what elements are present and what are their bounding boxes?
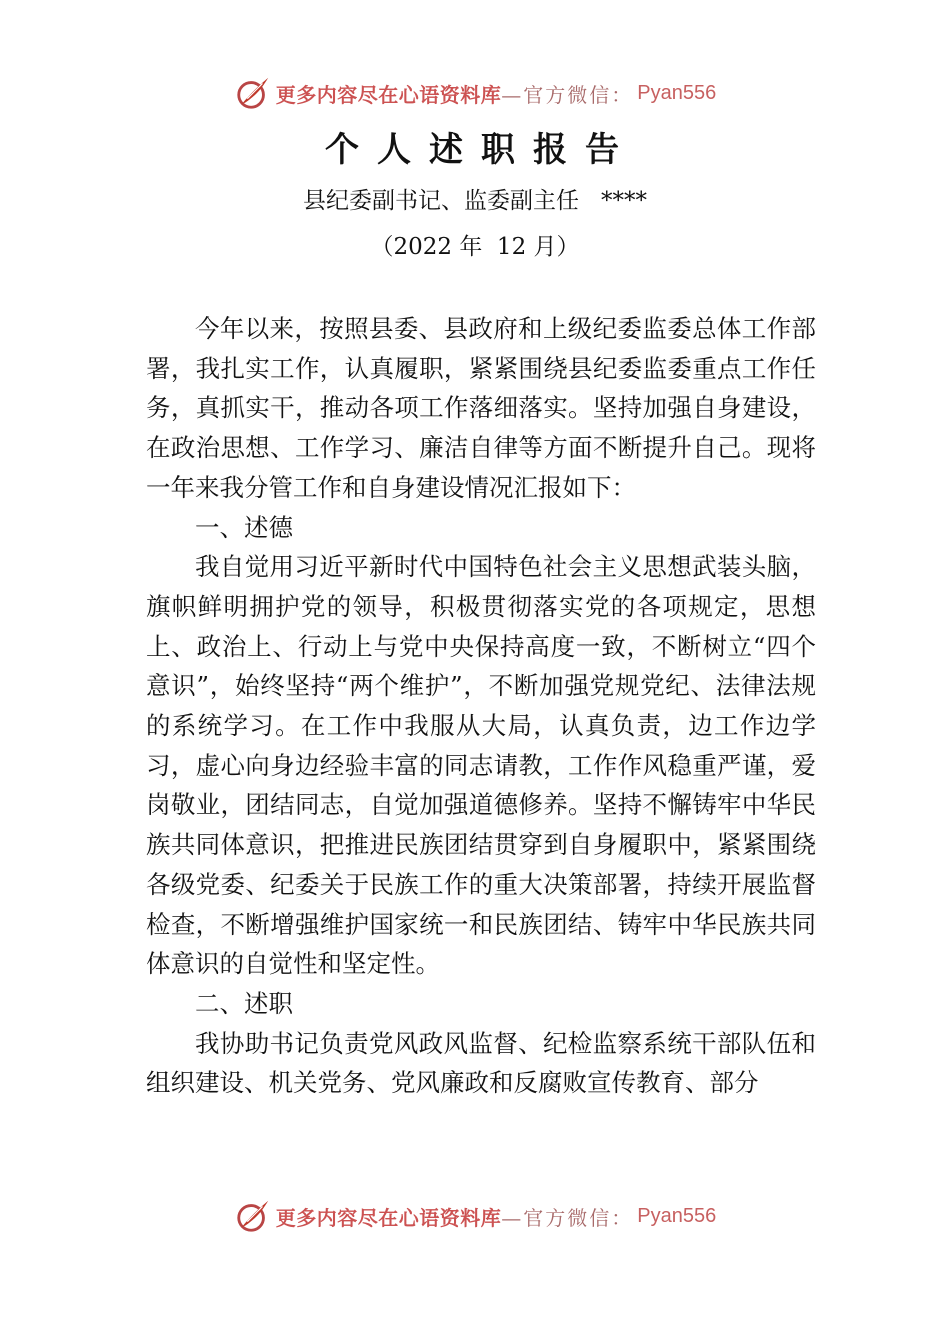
document-subtitle: 县纪委副书记、监委副主任 ****: [303, 188, 647, 214]
banner-sub-text: —官方微信：: [501, 1205, 634, 1230]
banner-main-text: 更多内容尽在心语资料库: [275, 1205, 502, 1230]
paragraph-duty: 我协助书记负责党风政风监督、纪检监察系统干部队伍和组织建设、机关党务、党风廉政和反腐败宣传教育、部分: [146, 1028, 816, 1098]
quill-logo-icon: [234, 1197, 272, 1235]
document-date: （2022 年 12 月）: [370, 234, 580, 260]
paragraph-moral: 我自觉用习近平新时代中国特色社会主义思想武装头脑，旗帜鲜明拥护党的领导，积极贯彻落实党的各项规定，思想上、政治上、行动上与党中央保持高度一致，不断树立“四个意识”，始终坚持“两个维护”，不断加强党规党纪、法律法规的系统学习。在工作中我服从大局，认真负责，边工作边学习，虚心向身边经验丰富的同志请教，工作作风稳重严谨，爱岗敬业，团结同志，自觉加强道德修养。坚持不懈铸牢中华民族共同体意识，把推进民族团结贯穿到自身履职中，紧紧围绕各级党委、纪委关于民族工作的重大决策部署，持续开展监督检查，不断增强维护国家统一和民族团结、铸牢中华民族共同体意识的自觉性和坚定性。: [146, 552, 816, 979]
banner-main-text: 更多内容尽在心语资料库: [275, 82, 502, 107]
watermark-banner-top: [0, 71, 950, 115]
quill-logo-icon: [234, 74, 272, 112]
document-body: [146, 309, 816, 1103]
section-heading-2: 二、述职: [195, 988, 293, 1018]
watermark-banner-bottom: [0, 1194, 950, 1238]
banner-sub-text: —官方微信：: [501, 82, 634, 107]
document-title: 个人述职报告: [325, 130, 637, 170]
section-heading-1: 一、述德: [195, 512, 293, 542]
paragraph-intro: 今年以来，按照县委、县政府和上级纪委监委总体工作部署，我扎实工作，认真履职，紧紧围绕县纪委监委重点工作任务，真抓实干，推动各项工作落细落实。坚持加强自身建设，在政治思想、工作学习、廉洁自律等方面不断提升自己。现将一年来我分管工作和自身建设情况汇报如下：: [146, 314, 816, 502]
banner-wechat-id: Pyan556: [637, 81, 717, 104]
banner-wechat-id: Pyan556: [637, 1204, 717, 1227]
